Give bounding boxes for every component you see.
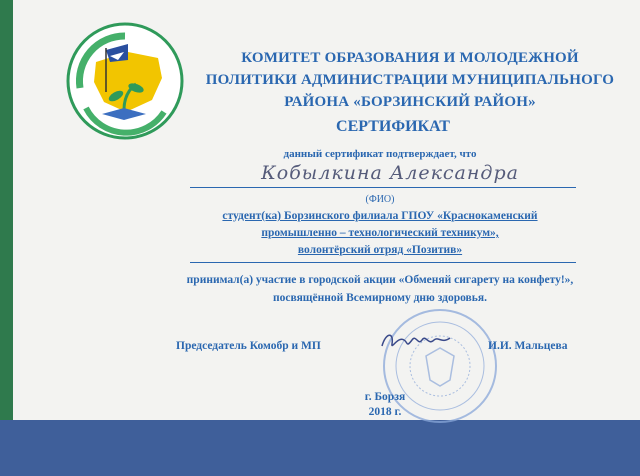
- district-logo-icon: [66, 22, 184, 140]
- signature-icon: [378, 326, 458, 356]
- student-line: волонтёрский отряд «Позитив»: [297, 244, 463, 256]
- participation-line: принимал(а) участие в городской акции «Обменяй сигарету на конфету!»,: [186, 274, 574, 286]
- place-date: [340, 390, 430, 420]
- participation-line: посвящённой Всемирному дню здоровья.: [273, 292, 487, 304]
- fio-caption: (ФИО): [365, 194, 395, 205]
- bottom-decorative-band: [0, 420, 640, 476]
- heading-line: ПОЛИТИКИ АДМИНИСТРАЦИИ МУНИЦИПАЛЬНОГО: [205, 72, 615, 88]
- left-decorative-stripe: [0, 0, 13, 476]
- confirm-text: данный сертификат подтверждает, что: [283, 148, 477, 160]
- participation-text: [140, 271, 620, 307]
- city-label: г. Борзя: [364, 391, 406, 403]
- signer-name: И.И. Мальцева: [488, 340, 568, 352]
- student-info: [190, 208, 570, 259]
- chair-label: Председатель Комобр и МП: [176, 340, 321, 352]
- student-line: студент(ка) Борзинского филиала ГПОУ «Краснокаменский: [222, 210, 538, 222]
- recipient-name: Кобылкина Александра: [261, 162, 519, 184]
- certificate-title: СЕРТИФИКАТ: [336, 118, 450, 135]
- committee-heading: [200, 47, 620, 113]
- student-underline: [190, 262, 576, 263]
- student-line: промышленно – технологический техникум»,: [261, 227, 499, 239]
- heading-line: КОМИТЕТ ОБРАЗОВАНИЯ И МОЛОДЕЖНОЙ: [241, 50, 579, 66]
- name-underline: [190, 187, 576, 188]
- year-label: 2018 г.: [368, 406, 402, 418]
- heading-line: РАЙОНА «БОРЗИНСКИЙ РАЙОН»: [284, 94, 536, 110]
